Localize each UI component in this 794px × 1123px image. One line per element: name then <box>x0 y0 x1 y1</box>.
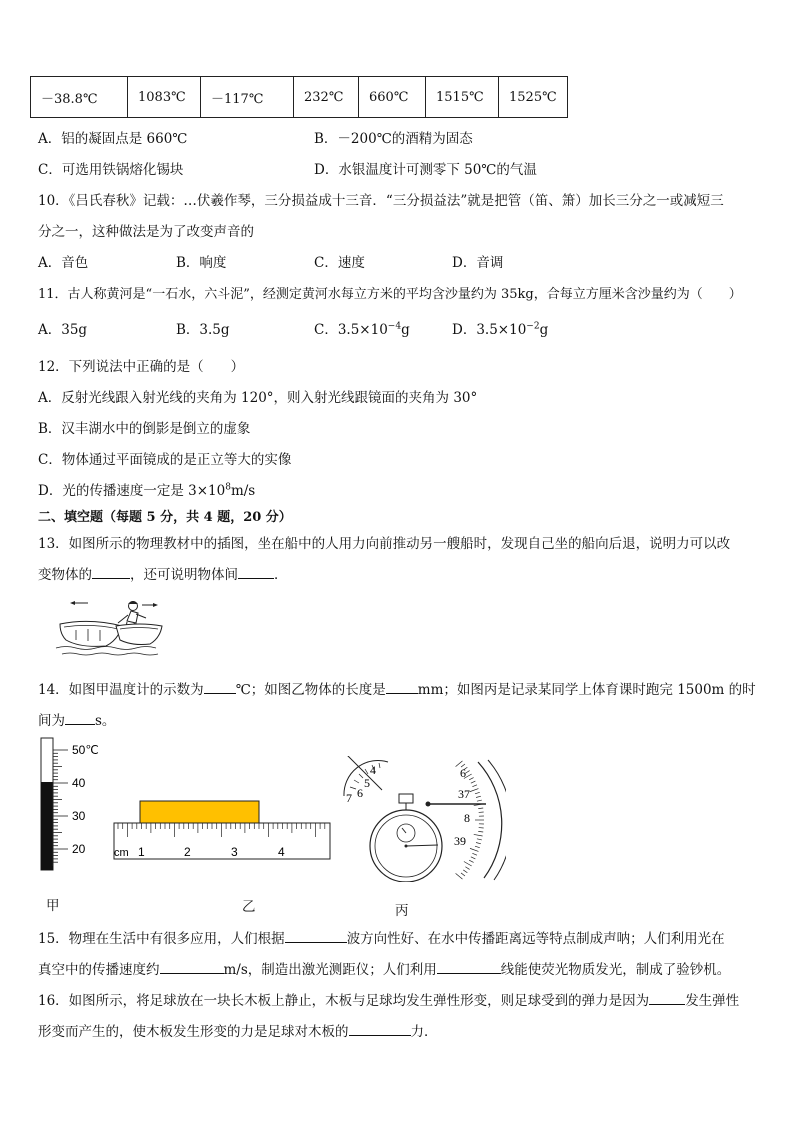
table-cell: 1525℃ <box>499 77 568 118</box>
q12-option-d-base: D．光的传播速度一定是 3×10 <box>38 483 226 499</box>
answer-blank[interactable] <box>386 681 418 694</box>
answer-blank[interactable] <box>160 961 224 974</box>
q11-option-d-exponent: −2 <box>526 321 540 332</box>
table-cell: 232℃ <box>294 77 359 118</box>
table-cell: 1083℃ <box>128 77 201 118</box>
watch-minute-label: 6 <box>357 786 363 800</box>
q10-stem-line1: 10．《吕氏春秋》记载：…伏羲作琴，三分损益成十三音．“三分损益法”就是把管（笛、箫）加长三分之一或减短三 <box>38 193 724 209</box>
table-cell: －38.8℃ <box>31 77 128 118</box>
q13-text-c: ． <box>274 567 288 583</box>
table-cell: 1515℃ <box>426 77 499 118</box>
q15-text-e: 线能使荧光物质发光，制成了验钞机。 <box>500 962 731 978</box>
q9-option-d: D．水银温度计可测零下 50℃的气温 <box>314 162 537 178</box>
q14-stem-line1 <box>38 678 756 698</box>
q14-text-a: 14．如图甲温度计的示数为 <box>38 682 204 698</box>
q13-text-b: ，还可说明物体间 <box>130 567 238 583</box>
table-row <box>31 77 568 118</box>
q13-stem-line2 <box>38 563 288 583</box>
thermometer-figure <box>32 736 122 872</box>
q14-stem-line2 <box>38 709 115 729</box>
q9-option-a: A．铝的凝固点是 660℃ <box>38 131 188 147</box>
watch-second-label: 37 <box>458 787 470 801</box>
answer-blank[interactable] <box>204 681 236 694</box>
q14-text-d: 间为 <box>38 713 65 729</box>
q10-option-d: D．音调 <box>452 255 504 271</box>
q11-option-d <box>452 318 548 338</box>
q10-stem-line2: 分之一，这种做法是为了改变声音的 <box>38 224 254 240</box>
watch-second-label: 8 <box>464 811 470 825</box>
q15-stem-line2 <box>38 958 730 978</box>
answer-blank[interactable] <box>92 566 130 579</box>
q10-option-c: C．速度 <box>314 255 365 271</box>
q15-text-c: 真空中的传播速度约 <box>38 962 160 978</box>
boat-illustration <box>54 596 164 658</box>
thermo-label: 40 <box>72 776 86 790</box>
answer-blank[interactable] <box>649 992 685 1005</box>
q12-option-a: A．反射光线跟入射光线的夹角为 120°，则入射光线跟镜面的夹角为 30° <box>38 390 478 406</box>
table-cell: －117℃ <box>201 77 294 118</box>
q16-text-c: 形变而产生的，使木板发生形变的力是足球对木板的 <box>38 1024 349 1040</box>
thermo-label: 30 <box>72 809 86 823</box>
q11-option-d-unit: g <box>539 322 549 338</box>
melting-point-table <box>30 76 568 118</box>
answer-blank[interactable] <box>437 961 501 974</box>
table-cell: 660℃ <box>359 77 426 118</box>
q13-text-a: 变物体的 <box>38 567 92 583</box>
q12-option-c: C．物体通过平面镜成的是正立等大的实像 <box>38 452 292 468</box>
q9-option-c: C．可选用铁锅熔化锡块 <box>38 162 184 178</box>
q15-text-a: 15．物理在生活中有很多应用，人们根据 <box>38 931 285 947</box>
ruler-label: 4 <box>278 845 285 859</box>
q16-text-b: 发生弹性 <box>685 993 740 1009</box>
q11-option-c <box>314 318 410 338</box>
watch-minute-label: 7 <box>346 791 352 805</box>
ruler-label: 3 <box>231 845 238 859</box>
q12-stem: 12．下列说法中正确的是（ ） <box>38 359 245 375</box>
thermo-label: 50℃ <box>72 743 99 757</box>
q15-stem-line1 <box>38 927 725 947</box>
q9-option-b: B．－200℃的酒精为固态 <box>314 131 473 147</box>
watch-second-label: 39 <box>454 834 466 848</box>
ruler-figure <box>110 798 336 864</box>
caption-bing: 丙 <box>395 903 409 919</box>
thermo-label: 20 <box>72 842 86 856</box>
q12-option-d <box>38 479 255 499</box>
stopwatch-figure <box>336 756 506 882</box>
ruler-label: 1 <box>138 845 145 859</box>
answer-blank[interactable] <box>349 1023 411 1036</box>
q16-stem-line2 <box>38 1020 438 1040</box>
q11-stem: 11．古人称黄河是“一石水，六斗泥”，经测定黄河水每立方米的平均含沙量约为 35kg，合每立方厘米含沙量约为（ ） <box>38 287 742 302</box>
q12-option-b: B．汉丰湖水中的倒影是倒立的虚象 <box>38 421 251 437</box>
ruler-unit: cm <box>114 847 129 859</box>
answer-blank[interactable] <box>285 930 347 943</box>
answer-blank[interactable] <box>238 566 274 579</box>
q11-option-a: A．35g <box>38 322 88 338</box>
answer-blank[interactable] <box>65 712 95 725</box>
caption-jia: 甲 <box>46 898 60 914</box>
watch-minute-label: 4 <box>370 763 376 777</box>
q10-option-a: A．音色 <box>38 255 89 271</box>
q11-option-c-base: C．3.5×10 <box>314 322 388 338</box>
q11-option-c-unit: g <box>401 322 410 338</box>
q11-option-c-exponent: −4 <box>387 321 402 332</box>
q12-option-d-unit: m/s <box>230 483 256 499</box>
q12-option-d-exponent: 8 <box>225 482 231 493</box>
section-heading: 二、填空题（每题 5 分，共 4 题，20 分） <box>38 510 292 525</box>
q16-text-a: 16．如图所示，将足球放在一块长木板上静止，木板与足球均发生弹性形变，则足球受到的弹力是因为 <box>38 993 650 1009</box>
q14-text-c: mm；如图丙是记录某同学上体育课时跑完 1500m 的时 <box>417 682 756 698</box>
q16-stem-line1 <box>38 989 739 1009</box>
q14-text-b: ℃；如图乙物体的长度是 <box>235 682 386 698</box>
caption-yi: 乙 <box>242 899 256 915</box>
q15-text-d: m/s，制造出激光测距仪；人们利用 <box>223 962 437 978</box>
q13-stem-line1: 13．如图所示的物理教材中的插图，坐在船中的人用力向前推动另一艘船时，发现自己坐的船向后退，说明力可以改 <box>38 536 731 552</box>
watch-minute-label: 5 <box>364 776 370 790</box>
watch-second-label: 6 <box>460 766 466 780</box>
q10-option-b: B．响度 <box>176 255 227 271</box>
q16-text-d: 力． <box>410 1024 438 1040</box>
q15-text-b: 波方向性好、在水中传播距离远等特点制成声呐；人们利用光在 <box>346 931 725 947</box>
q14-text-e: s。 <box>95 713 116 729</box>
q11-option-d-base: D．3.5×10 <box>452 322 527 338</box>
ruler-label: 2 <box>184 845 191 859</box>
q11-option-b: B．3.5g <box>176 322 230 338</box>
